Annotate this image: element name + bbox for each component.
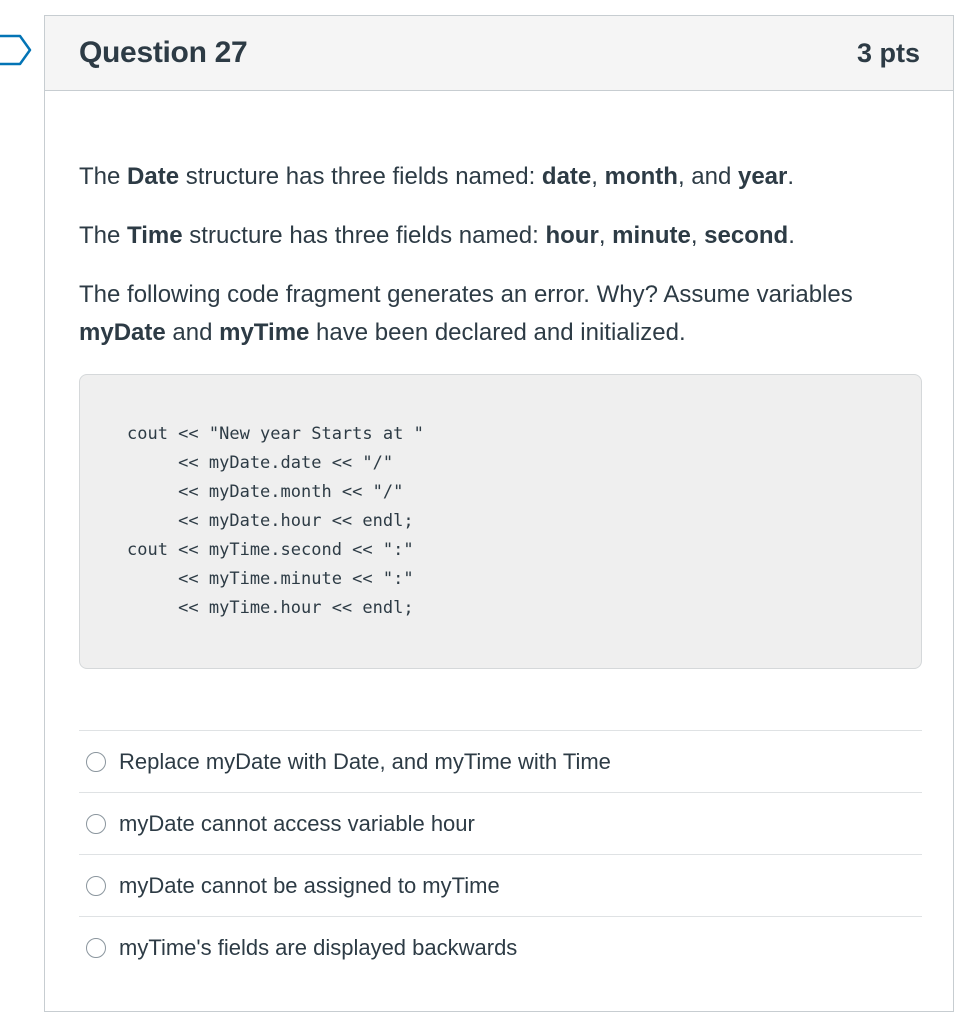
question-text-prompt: The following code fragment generates an error. Why? Assume variables myDate and myTime have been declared and initialized. [79,281,853,346]
answer-option[interactable] [79,916,922,978]
answer-label[interactable]: myDate cannot access variable hour [119,810,475,836]
answer-option[interactable] [79,854,922,916]
answer-label[interactable]: myDate cannot be assigned to myTime [119,872,500,898]
question-points: 3 pts [856,37,920,68]
question-text-time-structure: The Time structure has three fields named: hour, minute, second. [79,222,795,249]
answer-list [79,730,922,978]
code-line: cout << "New year Starts at " [127,424,424,444]
code-block [79,374,922,669]
answer-label[interactable]: Replace myDate with Date, and myTime with Time [119,748,611,774]
answer-radio[interactable] [86,876,106,896]
flag-question-icon[interactable] [0,34,34,66]
question-title: Question 27 [79,36,248,69]
question-text-date-structure: The Date structure has three fields named: date, month, and year. [79,163,795,190]
code-line: << myTime.minute << ":" [127,569,414,589]
answer-option[interactable] [79,792,922,854]
question-header [45,16,953,91]
question-card [44,15,954,1012]
code-line: cout << myTime.second << ":" [127,540,414,560]
answer-radio[interactable] [86,814,106,834]
answer-label[interactable]: myTime's fields are displayed backwards [119,934,518,960]
answer-radio[interactable] [86,938,106,958]
code-line: << myDate.hour << endl; [127,511,414,531]
code-line: << myDate.date << "/" [127,453,394,473]
code-line: << myTime.hour << endl; [127,598,414,618]
answer-option[interactable] [79,730,922,792]
answer-radio[interactable] [86,752,106,772]
code-line: << myDate.month << "/" [127,482,404,502]
